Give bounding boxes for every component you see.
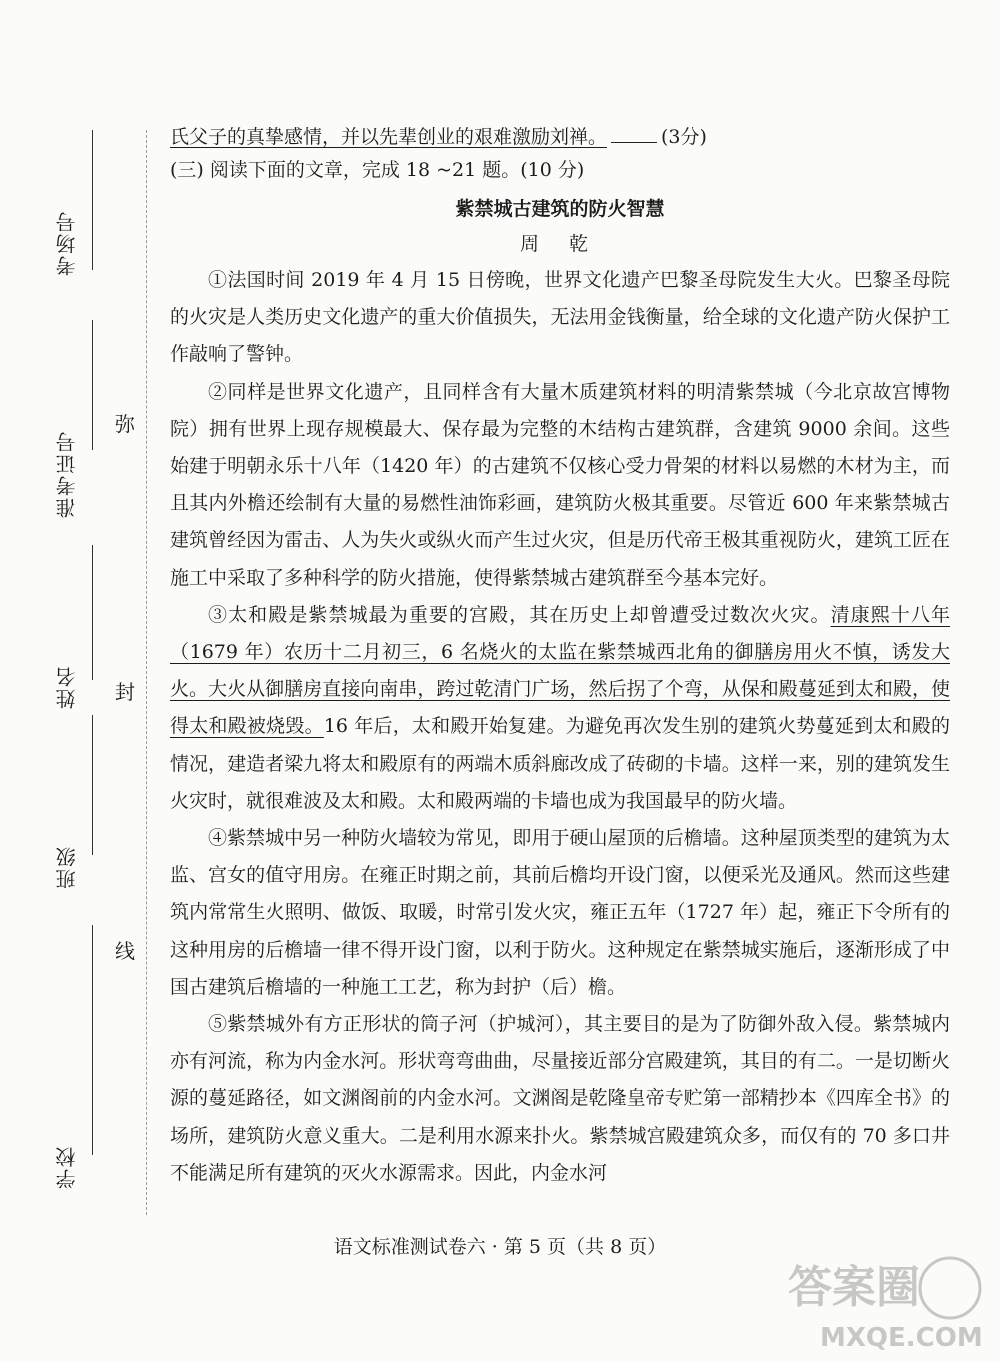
- paragraph-3-lead: ③太和殿是紫禁城最为重要的宫殿，其在历史上却曾遭受过数次火灾。: [208, 603, 831, 626]
- seal-line: [146, 130, 148, 1215]
- exam-room-field: [52, 210, 92, 320]
- exam-room-label: 考场号: [55, 210, 79, 276]
- school-field: [52, 1145, 92, 1225]
- section-heading: (三) 阅读下面的文章，完成 18 ~21 题。(10 分): [170, 159, 585, 181]
- watermark-circle: [920, 1258, 980, 1318]
- article-author: 周 乾: [519, 233, 601, 255]
- school-line: [92, 925, 94, 1155]
- admission-line: [92, 320, 94, 450]
- watermark-url: MXQE.COM: [820, 1323, 983, 1353]
- paragraph-2: ②同样是世界文化遗产，且同样含有大量木质建筑材料的明清紫禁城（今北京故宫博物院）拥有世界上现存规模最大、保存最为完整的木结构古建筑群，含建筑 9000 余间。这些始建于明朝永乐十八年（1420 年）的古建筑不仅核心受力骨架的材料以易燃的木材为主，而且其内外檐还绘制有大量的易燃性油饰彩画，建筑防火极其重要。尽管近 600 年来紫禁城古建筑曾经因为雷击、人为失火或纵火而产生过火灾，但是历代帝王极其重视防火，建筑工匠在施工中采取了多种科学的防火措施，使得紫禁城古建筑群至今基本完好。: [170, 380, 950, 589]
- name-line: [92, 545, 94, 680]
- name-field: [52, 665, 92, 745]
- seal-char-feng: 封: [115, 680, 135, 704]
- exam-room-line: [92, 130, 94, 270]
- seal-char-mi: 弥: [115, 412, 135, 436]
- admission-label: 准考证号: [55, 430, 79, 518]
- previous-answer-line: [170, 122, 950, 152]
- page-content: [170, 122, 950, 1192]
- watermark-logo-text: 答案圈: [788, 1262, 920, 1313]
- name-label: 姓名: [55, 665, 79, 709]
- seal-char-xian: 线: [115, 939, 135, 963]
- paragraph-3-underlined: 清康熙十八年（1679 年）农历十二月初三，6 名烧火的太监在紫禁城西北角的御膳房用火不慎，诱发大火。大火从御膳房直接向南串，跨过乾清门广场，然后拐了个弯，从保和殿蔓延到太和殿，使得太和殿被烧毁。: [170, 603, 950, 738]
- class-label: 班级: [55, 845, 79, 889]
- watermark-logo: [780, 1250, 990, 1355]
- class-field: [52, 845, 92, 925]
- previous-answer-score: (3分): [661, 126, 707, 148]
- answer-blank: [611, 141, 657, 143]
- paragraph-1: ①法国时间 2019 年 4 月 15 日傍晚，世界文化遗产巴黎圣母院发生大火。巴黎圣母院的火灾是人类历史文化遗产的重大价值损失，无法用金钱衡量，给全球的文化遗产防火保护工作敲响了警钟。: [170, 269, 950, 366]
- paragraph-4: ④紫禁城中另一种防火墙较为常见，即用于硬山屋顶的后檐墙。这种屋顶类型的建筑为太监、宫女的值守用房。在雍正时期之前，其前后檐均开设门窗，以便采光及通风。然而这些建筑内常常生火照明、做饭、取暖，时常引发火灾，雍正五年（1727 年）起，雍正下令所有的这种用房的后檐墙一律不得开设门窗，以利于防火。这种规定在紫禁城实施后，逐渐形成了中国古建筑后檐墙的一种施工工艺，称为封护（后）檐。: [170, 827, 950, 998]
- paragraph-3: [170, 597, 950, 820]
- binding-margin: [0, 0, 150, 1361]
- page-footer: 语文标准测试卷六 · 第 5 页（共 8 页）: [333, 1236, 667, 1258]
- article-title: 紫禁城古建筑的防火智慧: [455, 198, 665, 220]
- paragraph-5: ⑤紫禁城外有方正形状的筒子河（护城河），其主要目的是为了防御外敌入侵。紫禁城内亦有河流，称为内金水河。形状弯弯曲曲，尽量接近部分宫殿建筑，其目的有二。一是切断火源的蔓延路径，如文渊阁前的内金水河。文渊阁是乾隆皇帝专贮第一部精抄本《四库全书》的场所，建筑防火意义重大。二是利用水源来扑火。紫禁城宫殿建筑众多，而仅有的 70 多口井不能满足所有建筑的灭火水源需求。因此，内金水河: [170, 1013, 950, 1184]
- class-line: [92, 715, 94, 855]
- paragraph-3-rest: 16 年后，太和殿开始复建。为避免再次发生别的建筑火势蔓延到太和殿的情况，建造者梁九将太和殿原有的两端木质斜廊改成了砖砌的卡墙。这样一来，别的建筑发生火灾时，就很难波及太和殿。太和殿两端的卡墙也成为我国最早的防火墙。: [170, 715, 950, 812]
- school-label: 学校: [55, 1145, 79, 1189]
- admission-field: [52, 430, 92, 550]
- previous-answer-text: 氏父子的真挚感情，并以先辈创业的艰难激励刘禅。: [170, 126, 608, 148]
